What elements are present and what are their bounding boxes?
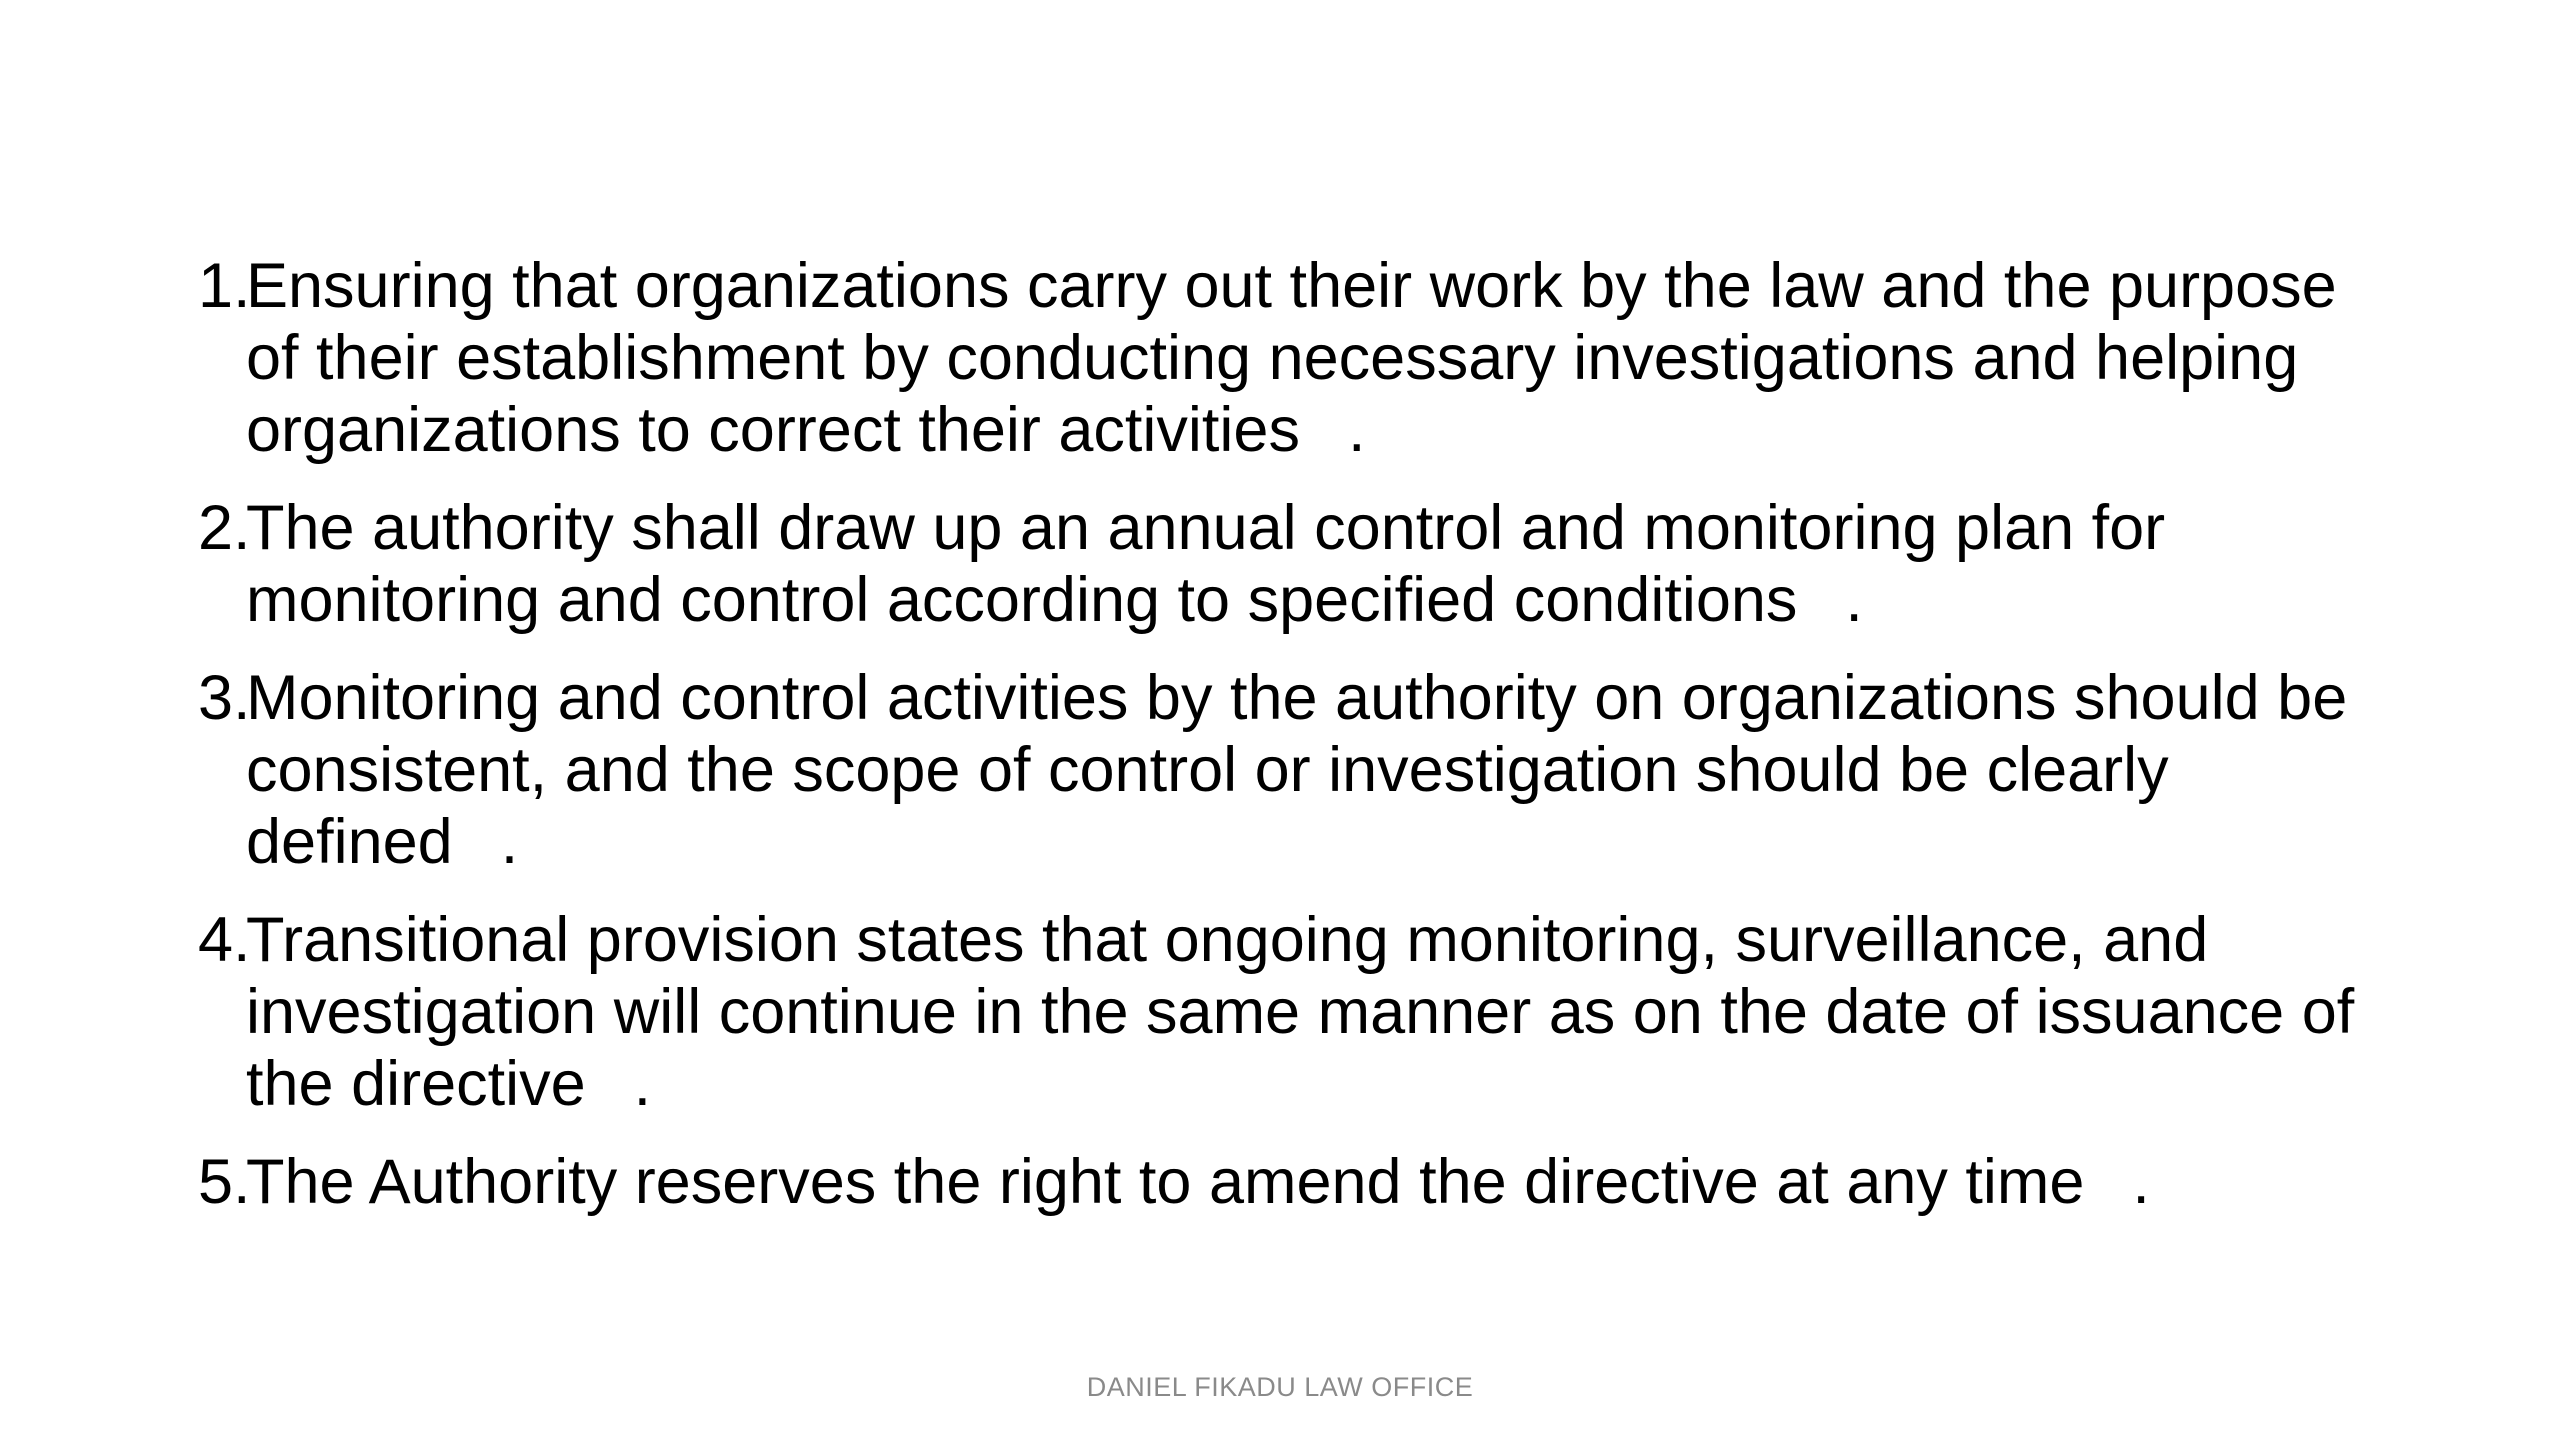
item-period: .: [500, 807, 519, 877]
list-item: [198, 662, 2398, 878]
list-item: [198, 904, 2398, 1120]
list-item: [198, 1146, 2398, 1218]
footer-text: DANIEL FIKADU LAW OFFICE: [1086, 1372, 1474, 1402]
item-number: 5.: [198, 1147, 251, 1217]
item-number: 2.: [198, 493, 251, 563]
list-item: [198, 492, 2398, 636]
item-text: The Authority reserves the right to amend the directive at any time: [246, 1147, 2085, 1217]
list-item: [198, 250, 2398, 466]
item-text: The authority shall draw up an annual control and monitoring plan for monitoring and control according to specified conditions: [246, 493, 2166, 635]
item-number: 4.: [198, 905, 251, 975]
item-number: 1.: [198, 251, 251, 321]
numbered-list: [198, 250, 2398, 1244]
item-period: .: [633, 1049, 652, 1119]
item-text: Transitional provision states that ongoing monitoring, surveillance, and investigation will continue in the same manner as on the date of issuance of the directive: [246, 905, 2355, 1119]
item-period: .: [1347, 395, 1366, 465]
item-text: Ensuring that organizations carry out their work by the law and the purpose of their establishment by conducting necessary investigations and helping organizations to correct their activities: [246, 251, 2337, 465]
item-text: Monitoring and control activities by the authority on organizations should be consistent, and the scope of control or investigation should be clearly defined: [246, 663, 2348, 877]
item-period: .: [2132, 1147, 2150, 1217]
item-period: .: [1845, 565, 1863, 635]
item-number: 3.: [198, 663, 251, 733]
